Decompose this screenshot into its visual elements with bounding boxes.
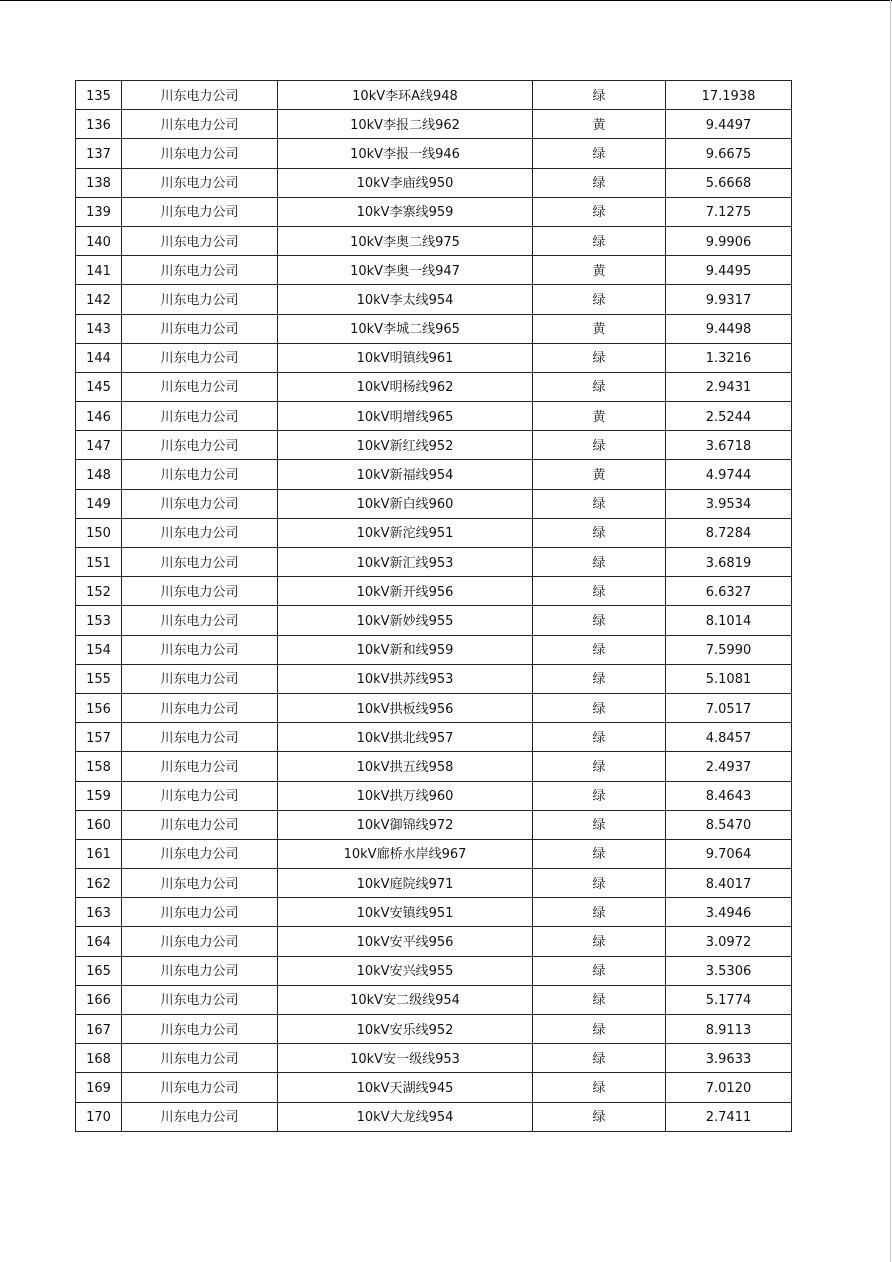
line-name-cell: 10kV拱万线960 — [278, 781, 533, 810]
row-number-cell: 153 — [76, 606, 122, 635]
line-name-cell: 10kV李报二线962 — [278, 110, 533, 139]
line-name-cell: 10kV安乐线952 — [278, 1015, 533, 1044]
company-cell: 川东电力公司 — [122, 985, 278, 1014]
status-cell: 绿 — [533, 226, 666, 255]
line-name-cell: 10kV明杨线962 — [278, 372, 533, 401]
line-name-cell: 10kV李奥一线947 — [278, 256, 533, 285]
value-cell: 9.6675 — [666, 139, 792, 168]
table-row — [76, 577, 792, 606]
company-cell: 川东电力公司 — [122, 110, 278, 139]
table-row — [76, 723, 792, 752]
feeder-line-table — [75, 80, 792, 1132]
company-cell: 川东电力公司 — [122, 577, 278, 606]
line-name-cell: 10kV李奥二线975 — [278, 226, 533, 255]
line-name-cell: 10kV李太线954 — [278, 285, 533, 314]
line-name-cell: 10kV安镇线951 — [278, 898, 533, 927]
table-row — [76, 402, 792, 431]
value-cell: 5.1081 — [666, 664, 792, 693]
company-cell: 川东电力公司 — [122, 1073, 278, 1102]
value-cell: 3.6819 — [666, 548, 792, 577]
line-name-cell: 10kV明增线965 — [278, 402, 533, 431]
line-name-cell: 10kV廊桥水岸线967 — [278, 839, 533, 868]
table-row — [76, 548, 792, 577]
value-cell: 8.4017 — [666, 869, 792, 898]
table-row — [76, 810, 792, 839]
line-name-cell: 10kV新开线956 — [278, 577, 533, 606]
company-cell: 川东电力公司 — [122, 81, 278, 110]
row-number-cell: 165 — [76, 956, 122, 985]
value-cell: 2.9431 — [666, 372, 792, 401]
value-cell: 9.4497 — [666, 110, 792, 139]
status-cell: 绿 — [533, 1102, 666, 1131]
status-cell: 绿 — [533, 723, 666, 752]
value-cell: 9.4498 — [666, 314, 792, 343]
status-cell: 绿 — [533, 431, 666, 460]
value-cell: 2.5244 — [666, 402, 792, 431]
row-number-cell: 139 — [76, 197, 122, 226]
value-cell: 8.4643 — [666, 781, 792, 810]
row-number-cell: 146 — [76, 402, 122, 431]
company-cell: 川东电力公司 — [122, 956, 278, 985]
company-cell: 川东电力公司 — [122, 606, 278, 635]
table-row — [76, 256, 792, 285]
row-number-cell: 155 — [76, 664, 122, 693]
status-cell: 绿 — [533, 810, 666, 839]
row-number-cell: 166 — [76, 985, 122, 1014]
page-top-border — [0, 0, 892, 1]
status-cell: 黄 — [533, 460, 666, 489]
row-number-cell: 135 — [76, 81, 122, 110]
status-cell: 绿 — [533, 577, 666, 606]
table-row — [76, 956, 792, 985]
table-row — [76, 1015, 792, 1044]
status-cell: 黄 — [533, 256, 666, 285]
value-cell: 3.6718 — [666, 431, 792, 460]
line-name-cell: 10kV拱苏线953 — [278, 664, 533, 693]
company-cell: 川东电力公司 — [122, 1044, 278, 1073]
row-number-cell: 140 — [76, 226, 122, 255]
status-cell: 绿 — [533, 139, 666, 168]
line-name-cell: 10kV李城二线965 — [278, 314, 533, 343]
status-cell: 绿 — [533, 372, 666, 401]
row-number-cell: 143 — [76, 314, 122, 343]
status-cell: 绿 — [533, 898, 666, 927]
company-cell: 川东电力公司 — [122, 168, 278, 197]
row-number-cell: 156 — [76, 693, 122, 722]
company-cell: 川东电力公司 — [122, 693, 278, 722]
status-cell: 绿 — [533, 693, 666, 722]
row-number-cell: 170 — [76, 1102, 122, 1131]
value-cell: 17.1938 — [666, 81, 792, 110]
value-cell: 3.0972 — [666, 927, 792, 956]
row-number-cell: 148 — [76, 460, 122, 489]
row-number-cell: 169 — [76, 1073, 122, 1102]
value-cell: 9.9317 — [666, 285, 792, 314]
line-name-cell: 10kV大龙线954 — [278, 1102, 533, 1131]
status-cell: 绿 — [533, 1015, 666, 1044]
company-cell: 川东电力公司 — [122, 927, 278, 956]
row-number-cell: 154 — [76, 635, 122, 664]
table-row — [76, 869, 792, 898]
table-row — [76, 460, 792, 489]
company-cell: 川东电力公司 — [122, 839, 278, 868]
value-cell: 4.8457 — [666, 723, 792, 752]
company-cell: 川东电力公司 — [122, 1102, 278, 1131]
line-name-cell: 10kV新和线959 — [278, 635, 533, 664]
value-cell: 6.6327 — [666, 577, 792, 606]
row-number-cell: 167 — [76, 1015, 122, 1044]
table-row — [76, 781, 792, 810]
table-row — [76, 110, 792, 139]
line-name-cell: 10kV新红线952 — [278, 431, 533, 460]
status-cell: 黄 — [533, 314, 666, 343]
company-cell: 川东电力公司 — [122, 139, 278, 168]
company-cell: 川东电力公司 — [122, 372, 278, 401]
line-name-cell: 10kV新汇线953 — [278, 548, 533, 577]
line-name-cell: 10kV新白线960 — [278, 489, 533, 518]
value-cell: 9.7064 — [666, 839, 792, 868]
table-body — [76, 81, 792, 1132]
table-row — [76, 168, 792, 197]
row-number-cell: 150 — [76, 518, 122, 547]
table-row — [76, 518, 792, 547]
status-cell: 绿 — [533, 781, 666, 810]
table-row — [76, 372, 792, 401]
company-cell: 川东电力公司 — [122, 548, 278, 577]
line-name-cell: 10kV李庙线950 — [278, 168, 533, 197]
value-cell: 5.6668 — [666, 168, 792, 197]
value-cell: 5.1774 — [666, 985, 792, 1014]
status-cell: 绿 — [533, 168, 666, 197]
status-cell: 绿 — [533, 664, 666, 693]
status-cell: 绿 — [533, 985, 666, 1014]
table-row — [76, 1102, 792, 1131]
line-name-cell: 10kV李环A线948 — [278, 81, 533, 110]
table-row — [76, 752, 792, 781]
company-cell: 川东电力公司 — [122, 781, 278, 810]
row-number-cell: 147 — [76, 431, 122, 460]
line-name-cell: 10kV李报一线946 — [278, 139, 533, 168]
row-number-cell: 168 — [76, 1044, 122, 1073]
line-name-cell: 10kV拱五线958 — [278, 752, 533, 781]
line-name-cell: 10kV拱北线957 — [278, 723, 533, 752]
line-name-cell: 10kV安兴线955 — [278, 956, 533, 985]
row-number-cell: 136 — [76, 110, 122, 139]
company-cell: 川东电力公司 — [122, 402, 278, 431]
status-cell: 绿 — [533, 285, 666, 314]
table-row — [76, 197, 792, 226]
table-row — [76, 1073, 792, 1102]
value-cell: 8.9113 — [666, 1015, 792, 1044]
line-name-cell: 10kV安一级线953 — [278, 1044, 533, 1073]
line-name-cell: 10kV李寨线959 — [278, 197, 533, 226]
table-row — [76, 693, 792, 722]
value-cell: 9.9906 — [666, 226, 792, 255]
status-cell: 绿 — [533, 548, 666, 577]
company-cell: 川东电力公司 — [122, 489, 278, 518]
row-number-cell: 141 — [76, 256, 122, 285]
row-number-cell: 145 — [76, 372, 122, 401]
company-cell: 川东电力公司 — [122, 518, 278, 547]
table-row — [76, 985, 792, 1014]
status-cell: 绿 — [533, 839, 666, 868]
table-row — [76, 343, 792, 372]
value-cell: 1.3216 — [666, 343, 792, 372]
value-cell: 2.4937 — [666, 752, 792, 781]
company-cell: 川东电力公司 — [122, 869, 278, 898]
company-cell: 川东电力公司 — [122, 431, 278, 460]
value-cell: 7.5990 — [666, 635, 792, 664]
status-cell: 绿 — [533, 927, 666, 956]
status-cell: 绿 — [533, 1073, 666, 1102]
row-number-cell: 137 — [76, 139, 122, 168]
value-cell: 8.1014 — [666, 606, 792, 635]
status-cell: 绿 — [533, 956, 666, 985]
line-name-cell: 10kV新沱线951 — [278, 518, 533, 547]
company-cell: 川东电力公司 — [122, 285, 278, 314]
table-row — [76, 927, 792, 956]
company-cell: 川东电力公司 — [122, 460, 278, 489]
value-cell: 2.7411 — [666, 1102, 792, 1131]
row-number-cell: 159 — [76, 781, 122, 810]
company-cell: 川东电力公司 — [122, 314, 278, 343]
value-cell: 4.9744 — [666, 460, 792, 489]
value-cell: 8.5470 — [666, 810, 792, 839]
value-cell: 3.9534 — [666, 489, 792, 518]
line-name-cell: 10kV拱板线956 — [278, 693, 533, 722]
company-cell: 川东电力公司 — [122, 343, 278, 372]
table-row — [76, 226, 792, 255]
value-cell: 9.4495 — [666, 256, 792, 285]
company-cell: 川东电力公司 — [122, 664, 278, 693]
table-row — [76, 898, 792, 927]
row-number-cell: 142 — [76, 285, 122, 314]
company-cell: 川东电力公司 — [122, 810, 278, 839]
status-cell: 黄 — [533, 110, 666, 139]
row-number-cell: 149 — [76, 489, 122, 518]
table-row — [76, 635, 792, 664]
company-cell: 川东电力公司 — [122, 723, 278, 752]
row-number-cell: 151 — [76, 548, 122, 577]
line-name-cell: 10kV新妙线955 — [278, 606, 533, 635]
row-number-cell: 164 — [76, 927, 122, 956]
table-row — [76, 839, 792, 868]
status-cell: 绿 — [533, 81, 666, 110]
value-cell: 7.0120 — [666, 1073, 792, 1102]
status-cell: 绿 — [533, 752, 666, 781]
status-cell: 绿 — [533, 606, 666, 635]
value-cell: 7.1275 — [666, 197, 792, 226]
value-cell: 3.9633 — [666, 1044, 792, 1073]
value-cell: 8.7284 — [666, 518, 792, 547]
company-cell: 川东电力公司 — [122, 1015, 278, 1044]
row-number-cell: 162 — [76, 869, 122, 898]
status-cell: 绿 — [533, 197, 666, 226]
table-row — [76, 606, 792, 635]
table-row — [76, 139, 792, 168]
line-name-cell: 10kV明镇线961 — [278, 343, 533, 372]
table-row — [76, 81, 792, 110]
line-name-cell: 10kV庭院线971 — [278, 869, 533, 898]
row-number-cell: 152 — [76, 577, 122, 606]
row-number-cell: 144 — [76, 343, 122, 372]
status-cell: 黄 — [533, 402, 666, 431]
line-name-cell: 10kV安平线956 — [278, 927, 533, 956]
table-row — [76, 285, 792, 314]
table-row — [76, 664, 792, 693]
table-row — [76, 489, 792, 518]
line-name-cell: 10kV新福线954 — [278, 460, 533, 489]
line-name-cell: 10kV天湖线945 — [278, 1073, 533, 1102]
value-cell: 7.0517 — [666, 693, 792, 722]
line-name-cell: 10kV安二级线954 — [278, 985, 533, 1014]
status-cell: 绿 — [533, 489, 666, 518]
value-cell: 3.5306 — [666, 956, 792, 985]
row-number-cell: 158 — [76, 752, 122, 781]
company-cell: 川东电力公司 — [122, 226, 278, 255]
line-name-cell: 10kV御锦线972 — [278, 810, 533, 839]
table-row — [76, 1044, 792, 1073]
company-cell: 川东电力公司 — [122, 197, 278, 226]
row-number-cell: 157 — [76, 723, 122, 752]
row-number-cell: 160 — [76, 810, 122, 839]
page-right-border — [890, 0, 891, 1262]
status-cell: 绿 — [533, 869, 666, 898]
status-cell: 绿 — [533, 1044, 666, 1073]
company-cell: 川东电力公司 — [122, 898, 278, 927]
row-number-cell: 163 — [76, 898, 122, 927]
company-cell: 川东电力公司 — [122, 256, 278, 285]
company-cell: 川东电力公司 — [122, 752, 278, 781]
status-cell: 绿 — [533, 635, 666, 664]
row-number-cell: 138 — [76, 168, 122, 197]
status-cell: 绿 — [533, 343, 666, 372]
table-row — [76, 431, 792, 460]
status-cell: 绿 — [533, 518, 666, 547]
value-cell: 3.4946 — [666, 898, 792, 927]
company-cell: 川东电力公司 — [122, 635, 278, 664]
row-number-cell: 161 — [76, 839, 122, 868]
table-row — [76, 314, 792, 343]
